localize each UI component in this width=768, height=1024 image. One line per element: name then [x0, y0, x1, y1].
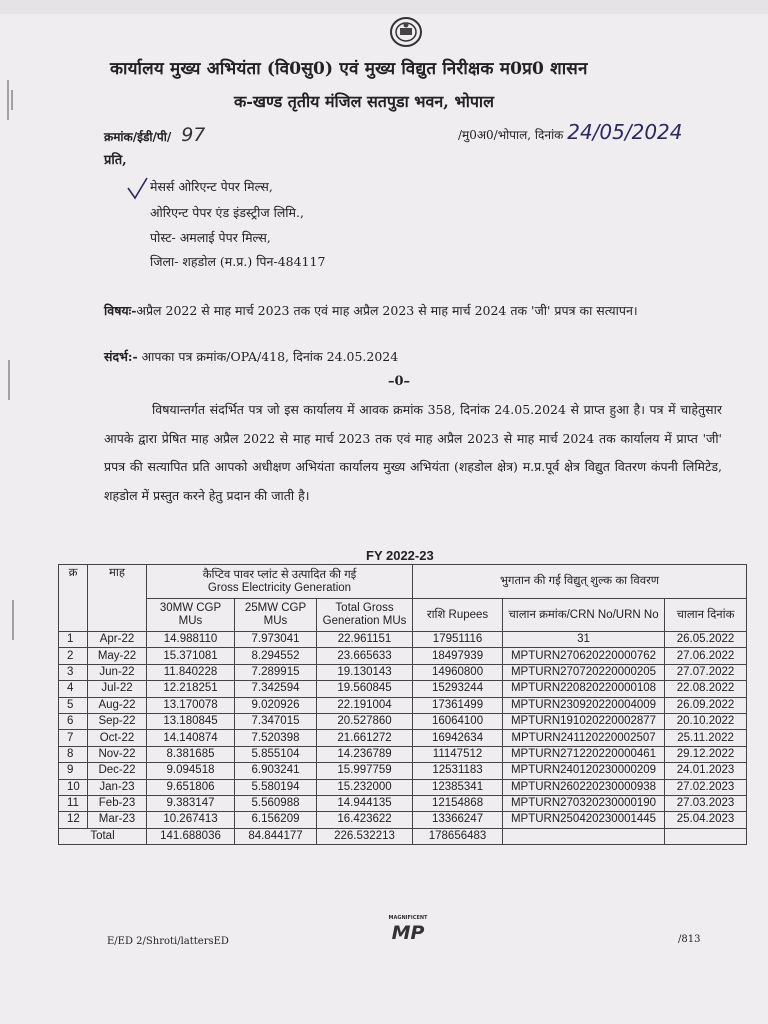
row-total-generation: 19.130143 [317, 664, 413, 680]
row-25mw: 9.020926 [235, 697, 317, 713]
logo-text-top: MAGNIFICENT [388, 915, 428, 921]
row-25mw: 8.294552 [235, 648, 317, 664]
row-month: Aug-22 [88, 697, 147, 713]
row-challan-date: 26.09.2022 [665, 697, 747, 713]
margin-marks [4, 60, 18, 660]
table-row [59, 681, 747, 697]
table-row [59, 763, 747, 779]
row-total-generation: 14.944135 [317, 795, 413, 811]
row-30mw: 10.267413 [147, 812, 235, 828]
letter-number-label: क्रमांक/ईडी/पी/ [104, 130, 172, 144]
row-total-generation: 15.997759 [317, 763, 413, 779]
row-challan-no: MPTURN260220230000938 [503, 779, 665, 795]
row-challan-no: 31 [503, 632, 665, 648]
row-month: Oct-22 [88, 730, 147, 746]
reference-label: संदर्भ:- [104, 349, 138, 364]
row-challan-no: MPTURN230920220004009 [503, 697, 665, 713]
header-30mw: 30MW CGP MUs [147, 599, 235, 632]
footer-page-ref: /813 [678, 934, 701, 945]
recipient-line-1: मेसर्स ओरिएन्ट पेपर मिल्स, [150, 179, 273, 194]
row-25mw: 7.520398 [235, 730, 317, 746]
table-row [59, 812, 747, 828]
header-25mw: 25MW CGP MUs [235, 599, 317, 632]
row-challan-date: 27.02.2023 [665, 779, 747, 795]
row-month: Jun-22 [88, 664, 147, 680]
row-challan-date: 22.08.2022 [665, 681, 747, 697]
row-30mw: 9.094518 [147, 763, 235, 779]
office-address: क-खण्ड तृतीय मंजिल सतपुडा भवन, भोपाल [234, 92, 494, 111]
row-30mw: 14.988110 [147, 632, 235, 648]
row-25mw: 7.289915 [235, 664, 317, 680]
row-challan-date: 25.04.2023 [665, 812, 747, 828]
header-challan-date: चालान दिनांक [665, 599, 747, 632]
table-row [59, 632, 747, 648]
total-row [59, 828, 747, 844]
row-total-generation: 23.665633 [317, 648, 413, 664]
row-challan-date: 27.07.2022 [665, 664, 747, 680]
row-25mw: 5.580194 [235, 779, 317, 795]
row-amount: 12385341 [413, 779, 503, 795]
table-row [59, 746, 747, 762]
row-challan-no: MPTURN241120220002507 [503, 730, 665, 746]
row-month: Nov-22 [88, 746, 147, 762]
row-month: Sep-22 [88, 713, 147, 729]
row-month: May-22 [88, 648, 147, 664]
row-total-generation: 16.423622 [317, 812, 413, 828]
total-30mw: 141.688036 [147, 828, 235, 844]
letter-date-value: 24/05/2024 [567, 120, 683, 144]
reference-text: आपका पत्र क्रमांक/OPA/418, दिनांक 24.05.2024 [137, 349, 399, 364]
row-25mw: 7.973041 [235, 632, 317, 648]
table-row [59, 664, 747, 680]
recipient-line-4: जिला- शहडोल (म.प्र.) पिन-484117 [150, 254, 326, 269]
row-30mw: 15.371081 [147, 648, 235, 664]
row-30mw: 14.140874 [147, 730, 235, 746]
row-amount: 14960800 [413, 664, 503, 680]
table-row [59, 697, 747, 713]
recipient-line-2: ओरिएन्ट पेपर एंड इंडस्ट्रीज लिमि., [150, 205, 304, 220]
row-amount: 12531183 [413, 763, 503, 779]
row-30mw: 12.218251 [147, 681, 235, 697]
row-challan-no: MPTURN270320230000190 [503, 795, 665, 811]
body-text: विषयान्तर्गत संदर्भित पत्र जो इस कार्यालय में आवक क्रमांक 358, दिनांक 24.05.2024 से प्राप्त हुआ है। पत्र में चाहेतुसार आपके द्वारा प्रेषित माह अप्रैल 2022 से माह मार्च 2023 तक एवं माह अप्रैल 2023 से माह मार्च 2024 तक कार्यालय में प्राप्त 'जी' प्रपत्र की सत्यापित प्रति आपको अधीक्षण अभियंता कार्यालय मुख्य अभियंता (शहडोल क्षेत्र) म.प्र.पूर्व क्षेत्र विद्युत वितरण कंपनी लिमिटेड, शहडोल में प्रस्तुत करने हेतु प्रदान की जाती है। [104, 402, 722, 503]
header-total-gen: Total Gross Generation MUs [317, 599, 413, 632]
total-date-empty [665, 828, 747, 844]
header-generation-en: Gross Electricity Generation [207, 581, 352, 594]
table-row [59, 648, 747, 664]
row-challan-date: 25.11.2022 [665, 730, 747, 746]
row-30mw: 9.383147 [147, 795, 235, 811]
row-sr: 3 [59, 664, 88, 680]
row-total-generation: 20.527860 [317, 713, 413, 729]
row-challan-no: MPTURN220820220000108 [503, 681, 665, 697]
row-challan-no: MPTURN240120230000209 [503, 763, 665, 779]
letter-number-value: 97 [181, 124, 206, 146]
row-challan-date: 24.01.2023 [665, 763, 747, 779]
total-25mw: 84.844177 [235, 828, 317, 844]
row-challan-date: 29.12.2022 [665, 746, 747, 762]
row-challan-date: 27.06.2022 [665, 648, 747, 664]
row-sr: 5 [59, 697, 88, 713]
row-30mw: 9.651806 [147, 779, 235, 795]
body-paragraph [104, 396, 722, 510]
row-challan-no: MPTURN270720220000205 [503, 664, 665, 680]
header-sr: क्र [59, 565, 88, 632]
checkmark-icon [126, 176, 148, 200]
subject-label: विषयः- [104, 303, 137, 318]
row-total-generation: 22.191004 [317, 697, 413, 713]
row-30mw: 11.840228 [147, 664, 235, 680]
place-date-label: /मु0अ0/भोपाल, दिनांक [458, 128, 564, 142]
total-generation: 226.532213 [317, 828, 413, 844]
row-month: Apr-22 [88, 632, 147, 648]
row-30mw: 13.170078 [147, 697, 235, 713]
header-month: माह [88, 565, 147, 632]
row-total-generation: 19.560845 [317, 681, 413, 697]
row-amount: 12154868 [413, 795, 503, 811]
subject-text: अप्रैल 2022 से माह मार्च 2023 तक एवं माह अप्रैल 2023 से माह मार्च 2024 तक 'जी' प्रपत्र का सत्यापन। [136, 303, 638, 318]
row-sr: 8 [59, 746, 88, 762]
row-total-generation: 14.236789 [317, 746, 413, 762]
row-challan-date: 20.10.2022 [665, 713, 747, 729]
header-amount: राशि Rupees [413, 599, 503, 632]
total-amount: 178656483 [413, 828, 503, 844]
row-month: Feb-23 [88, 795, 147, 811]
row-amount: 15293244 [413, 681, 503, 697]
table-row [59, 730, 747, 746]
header-generation-group [147, 565, 413, 599]
row-amount: 11147512 [413, 746, 503, 762]
row-25mw: 6.156209 [235, 812, 317, 828]
table-row [59, 713, 747, 729]
row-amount: 16064100 [413, 713, 503, 729]
row-challan-date: 26.05.2022 [665, 632, 747, 648]
row-amount: 17361499 [413, 697, 503, 713]
letter-place-date [458, 120, 683, 144]
table-title: FY 2022-23 [366, 548, 434, 563]
header-challan: चालान क्रमांक/CRN No/URN No [503, 599, 665, 632]
recipient-line-3: पोस्ट- अमलाई पेपर मिल्स, [150, 230, 271, 245]
row-sr: 9 [59, 763, 88, 779]
row-30mw: 8.381685 [147, 746, 235, 762]
row-25mw: 6.903241 [235, 763, 317, 779]
office-title: कार्यालय मुख्य अभियंता (वि0सु0) एवं मुख्य विद्युत निरीक्षक म0प्र0 शासन [110, 59, 588, 79]
row-challan-date: 27.03.2023 [665, 795, 747, 811]
reference [104, 348, 398, 365]
subject [104, 300, 724, 322]
row-sr: 7 [59, 730, 88, 746]
row-amount: 17951116 [413, 632, 503, 648]
salutation: प्रति, [104, 153, 127, 168]
row-25mw: 7.342594 [235, 681, 317, 697]
row-month: Jul-22 [88, 681, 147, 697]
row-25mw: 5.855104 [235, 746, 317, 762]
row-total-generation: 15.232000 [317, 779, 413, 795]
magnificent-mp-logo [380, 912, 436, 942]
table-row [59, 795, 747, 811]
footer-file-ref: E/ED 2/Shroti/lattersED [107, 936, 229, 947]
row-challan-no: MPTURN191020220002877 [503, 713, 665, 729]
row-sr: 10 [59, 779, 88, 795]
header-payment-group: भुगतान की गई विद्युत् शुल्क का विवरण [413, 565, 747, 599]
row-amount: 13366247 [413, 812, 503, 828]
table-row [59, 779, 747, 795]
emblem-seal-icon [389, 16, 423, 48]
generation-table [58, 564, 747, 845]
row-month: Mar-23 [88, 812, 147, 828]
row-month: Jan-23 [88, 779, 147, 795]
row-sr: 12 [59, 812, 88, 828]
row-amount: 18497939 [413, 648, 503, 664]
row-sr: 2 [59, 648, 88, 664]
row-total-generation: 22.961151 [317, 632, 413, 648]
logo-text-main: MP [391, 922, 425, 942]
row-25mw: 7.347015 [235, 713, 317, 729]
total-label: Total [59, 828, 147, 844]
row-sr: 4 [59, 681, 88, 697]
row-30mw: 13.180845 [147, 713, 235, 729]
row-sr: 6 [59, 713, 88, 729]
row-sr: 1 [59, 632, 88, 648]
row-sr: 11 [59, 795, 88, 811]
row-challan-no: MPTURN270620220000762 [503, 648, 665, 664]
divider-mark: –0– [388, 374, 411, 389]
row-challan-no: MPTURN271220220000461 [503, 746, 665, 762]
row-amount: 16942634 [413, 730, 503, 746]
total-challan-empty [503, 828, 665, 844]
row-total-generation: 21.661272 [317, 730, 413, 746]
letter-number [104, 124, 205, 146]
header-generation-hi: कैप्टिव पावर प्लांट से उत्पादित की गई [202, 568, 357, 581]
row-challan-no: MPTURN250420230001445 [503, 812, 665, 828]
row-month: Dec-22 [88, 763, 147, 779]
row-25mw: 5.560988 [235, 795, 317, 811]
